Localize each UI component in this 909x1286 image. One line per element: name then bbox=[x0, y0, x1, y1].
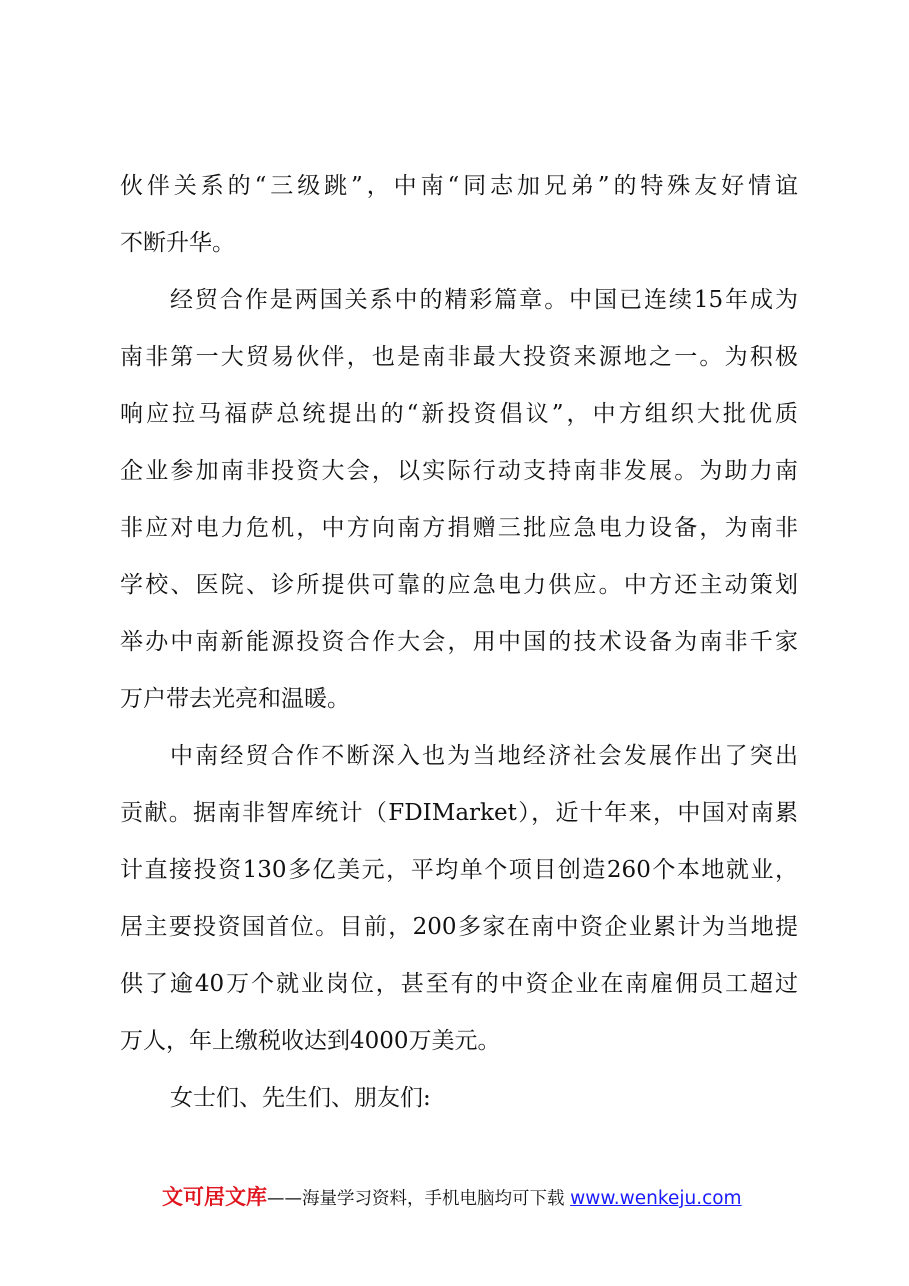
text-line: 万户带去光亮和温暖。 bbox=[120, 686, 350, 712]
footer-slogan: 海量学习资料，手机电脑均可下载 bbox=[302, 1189, 565, 1209]
text-line: 不断升华。 bbox=[120, 230, 235, 256]
paragraph-first-line: 经贸合作是两国关系中的精彩篇章。中国已连续15年成为 bbox=[170, 287, 798, 313]
text-line: 企业参加南非投资大会，以实际行动支持南非发展。为助力南 bbox=[120, 458, 798, 484]
text-line: 供了逾40万个就业岗位，甚至有的中资企业在南雇佣员工超过 bbox=[120, 971, 798, 997]
text-line: 居主要投资国首位。目前，200多家在南中资企业累计为当地提 bbox=[120, 914, 798, 940]
text-line: 万人，年上缴税收达到4000万美元。 bbox=[120, 1028, 501, 1054]
footer-dash: —— bbox=[267, 1189, 302, 1209]
text-line: 学校、医院、诊所提供可靠的应急电力供应。中方还主动策划 bbox=[120, 572, 798, 598]
text-line: 南非第一大贸易伙伴，也是南非最大投资来源地之一。为积极 bbox=[120, 344, 798, 370]
salutation-line: 女士们、先生们、朋友们: bbox=[170, 1085, 431, 1111]
website-link[interactable]: www.wenkeju.com bbox=[570, 1188, 742, 1209]
text-line: 计直接投资130多亿美元，平均单个项目创造260个本地就业， bbox=[120, 857, 798, 883]
footer-banner bbox=[162, 1183, 742, 1211]
text-line: 贡献。据南非智库统计（FDIMarket），近十年来，中国对南累 bbox=[120, 800, 798, 826]
paragraph-first-line: 中南经贸合作不断深入也为当地经济社会发展作出了突出 bbox=[170, 743, 798, 769]
text-line: 举办中南新能源投资合作大会，用中国的技术设备为南非千家 bbox=[120, 629, 798, 655]
text-line: 响应拉马福萨总统提出的“新投资倡议”，中方组织大批优质 bbox=[120, 401, 798, 427]
text-line: 非应对电力危机，中方向南方捐赠三批应急电力设备，为南非 bbox=[120, 515, 798, 541]
text-line: 伙伴关系的“三级跳”，中南“同志加兄弟”的特殊友好情谊 bbox=[120, 173, 798, 199]
brand-name: 文可居文库 bbox=[162, 1185, 267, 1209]
